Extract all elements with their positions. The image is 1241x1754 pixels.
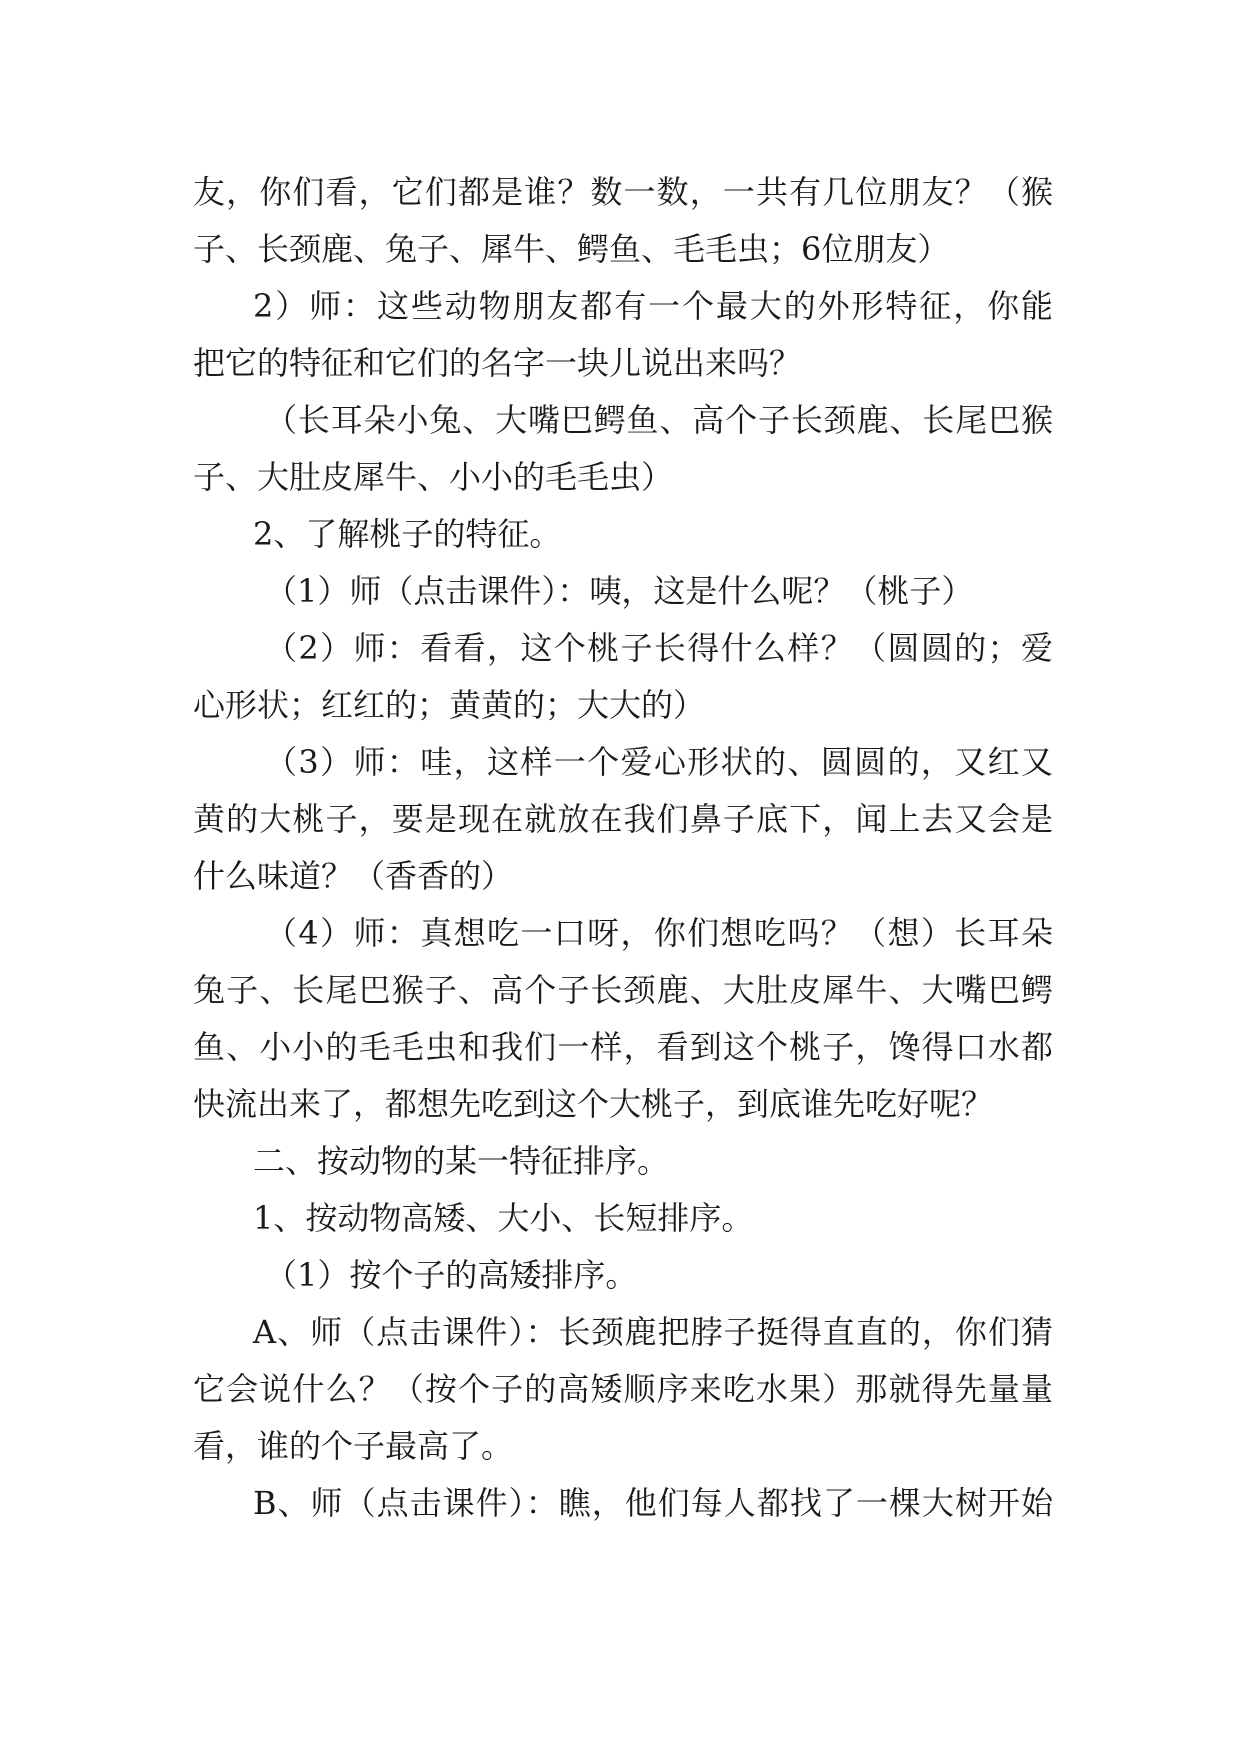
text-line: 它会说什么？（按个子的高矮顺序来吃水果）那就得先量量 xyxy=(193,1370,1053,1408)
text-line: （1）师（点击课件）：咦，这是什么呢？（桃子） xyxy=(265,572,974,610)
text-line: 看，谁的个子最高了。 xyxy=(193,1427,514,1465)
text-line: B、师（点击课件）：瞧，他们每人都找了一棵大树开始 xyxy=(253,1484,1053,1522)
text-line: 友，你们看，它们都是谁？数一数，一共有几位朋友？（猴 xyxy=(193,173,1053,211)
text-line: （4）师：真想吃一口呀，你们想吃吗？（想）长耳朵 xyxy=(265,914,1053,952)
text-line: 把它的特征和它们的名字一块儿说出来吗？ xyxy=(193,344,802,382)
text-line: 黄的大桃子，要是现在就放在我们鼻子底下，闻上去又会是 xyxy=(193,800,1053,838)
text-line: （长耳朵小兔、大嘴巴鳄鱼、高个子长颈鹿、长尾巴猴 xyxy=(265,401,1053,439)
text-line: 2、了解桃子的特征。 xyxy=(253,515,562,553)
text-line: （2）师：看看，这个桃子长得什么样？（圆圆的；爱 xyxy=(265,629,1053,667)
subsection-heading: （1）按个子的高矮排序。 xyxy=(265,1256,638,1294)
text-line: 2）师：这些动物朋友都有一个最大的外形特征，你能 xyxy=(253,287,1053,325)
text-line: 快流出来了，都想先吃到这个大桃子，到底谁先吃好呢？ xyxy=(193,1085,994,1123)
text-line: A、师（点击课件）：长颈鹿把脖子挺得直直的，你们猜 xyxy=(253,1313,1053,1351)
text-line: 什么味道？（香香的） xyxy=(193,857,514,895)
text-line: 心形状；红红的；黄黄的；大大的） xyxy=(193,686,706,724)
text-line: 子、长颈鹿、兔子、犀牛、鳄鱼、毛毛虫；6位朋友） xyxy=(193,230,950,268)
text-line: （3）师：哇，这样一个爱心形状的、圆圆的，又红又 xyxy=(265,743,1053,781)
text-line: 子、大肚皮犀牛、小小的毛毛虫） xyxy=(193,458,674,496)
text-line: 兔子、长尾巴猴子、高个子长颈鹿、大肚皮犀牛、大嘴巴鳄 xyxy=(193,971,1053,1009)
section-heading: 二、按动物的某一特征排序。 xyxy=(253,1142,670,1180)
text-line: 鱼、小小的毛毛虫和我们一样，看到这个桃子，馋得口水都 xyxy=(193,1028,1053,1066)
subsection-heading: 1、按动物高矮、大小、长短排序。 xyxy=(253,1199,754,1237)
